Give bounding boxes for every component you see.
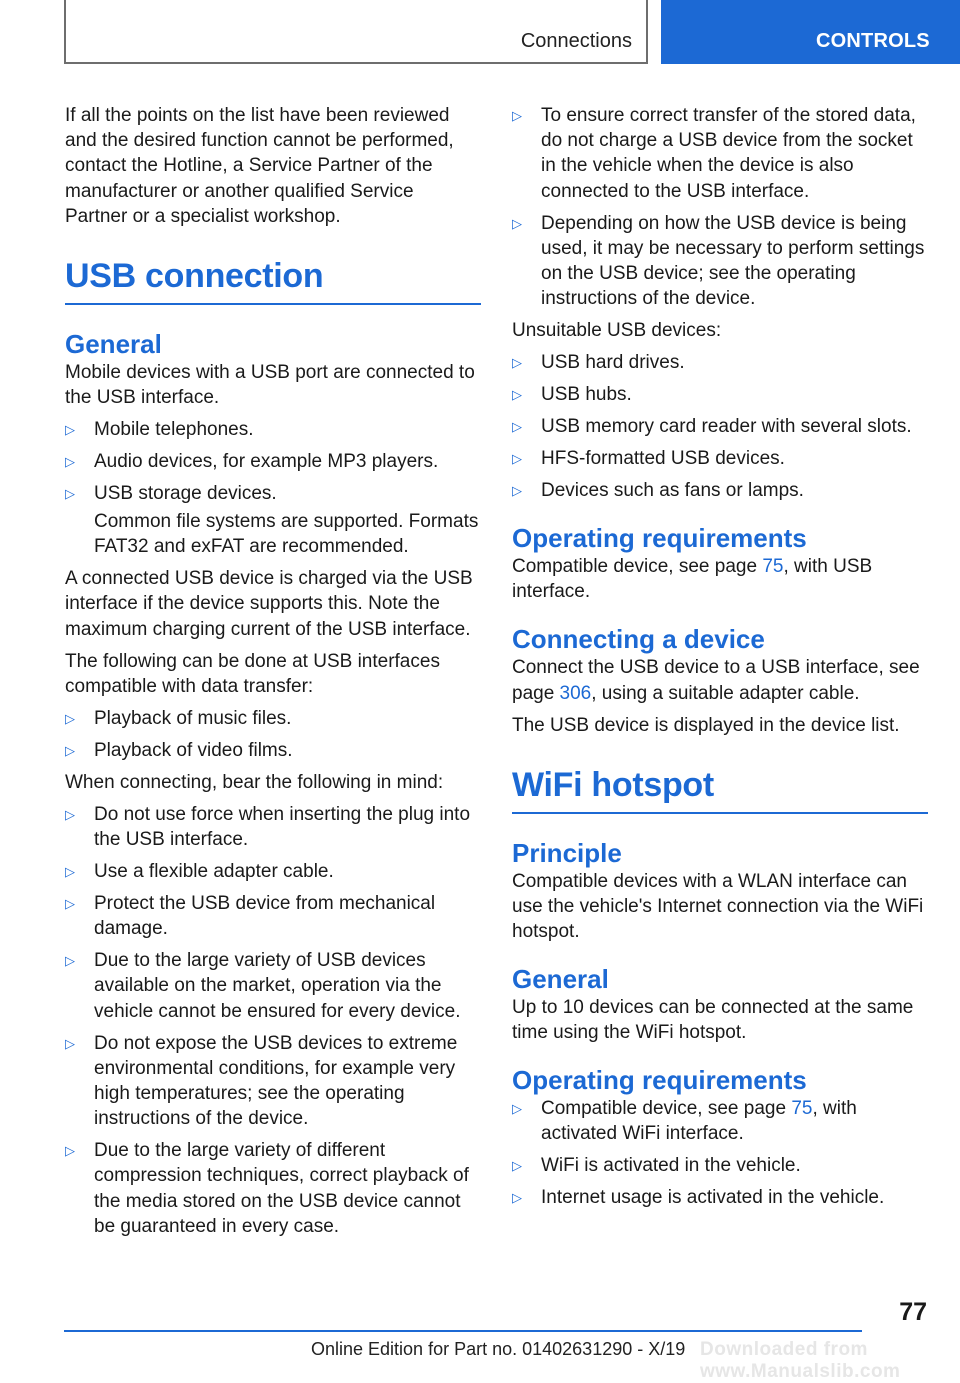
bullet-triangle-icon: ▷	[65, 806, 75, 822]
list-item: ▷ USB storage devices.	[65, 481, 481, 506]
principle-paragraph: Compatible devices with a WLAN interface can use the vehicle's Internet connection via the WiFi hotspot.	[512, 870, 924, 943]
usb-connection-heading: USB connection	[65, 236, 481, 305]
bullet-triangle-icon: ▷	[65, 742, 75, 758]
footer-divider	[64, 1330, 862, 1332]
device-list-paragraph: The USB device is displayed in the device list.	[512, 714, 900, 736]
page-number: 77	[899, 1298, 927, 1326]
general-paragraph: Mobile devices with a USB port are connected to the USB interface.	[65, 361, 475, 409]
page-link[interactable]: 75	[791, 1098, 813, 1120]
bullet-triangle-icon: ▷	[65, 953, 75, 969]
list-item: ▷ Compatible device, see page 75, with activated WiFi interface.	[512, 1098, 857, 1145]
list-item: ▷ USB hubs.	[512, 382, 928, 407]
unsuitable-devices-label: Unsuitable USB devices:	[512, 320, 722, 342]
list-item: ▷ Use a flexible adapter cable.	[65, 859, 481, 884]
general-heading: General	[65, 328, 162, 359]
list-item: ▷ Depending on how the USB device is being used, it may be necessary to perform settings on the USB device; see the operating instructions of the device.	[512, 212, 925, 310]
file-systems-note: Common file systems are supported. Formats FAT32 and exFAT are recommended.	[94, 511, 479, 558]
bullet-triangle-icon: ▷	[65, 1143, 75, 1159]
watermark: Downloaded from www.Manualslib.com	[700, 1339, 901, 1382]
wifi-general-paragraph: Up to 10 devices can be connected at the same time using the WiFi hotspot.	[512, 997, 914, 1044]
connecting-device-heading: Connecting a device	[512, 624, 765, 655]
right-column	[512, 103, 928, 1217]
bullet-triangle-icon: ▷	[65, 864, 75, 880]
bullet-triangle-icon: ▷	[512, 419, 522, 435]
header-section-title: Connections	[520, 30, 632, 52]
header-chapter-tab[interactable]	[661, 0, 960, 64]
bullet-triangle-icon: ▷	[65, 454, 75, 470]
page-link[interactable]: 75	[762, 556, 784, 578]
list-item: ▷ USB hard drives.	[512, 350, 928, 375]
list-item: ▷ USB memory card reader with several slots.	[512, 414, 928, 439]
list-item: ▷ Playback of music files.	[65, 706, 481, 731]
bullet-triangle-icon: ▷	[512, 108, 522, 123]
list-item: ▷ Mobile telephones.	[65, 417, 481, 442]
list-item: ▷ Protect the USB device from mechanical damage.	[65, 893, 436, 940]
bullet-triangle-icon: ▷	[65, 422, 75, 438]
list-item: ▷ WiFi is activated in the vehicle.	[512, 1153, 928, 1178]
list-item: ▷ Audio devices, for example MP3 players.	[65, 449, 481, 474]
wifi-hotspot-heading: WiFi hotspot	[512, 745, 928, 814]
connecting-device-paragraph: Connect the USB device to a USB interface, see page 306, using a suitable adapter cable.	[512, 657, 920, 704]
data-transfer-paragraph: The following can be done at USB interfaces compatible with data transfer:	[65, 650, 440, 697]
list-item: ▷ Do not use force when inserting the plug into the USB interface.	[65, 803, 471, 851]
bullet-triangle-icon: ▷	[512, 215, 522, 231]
bullet-triangle-icon: ▷	[65, 896, 75, 912]
list-item: ▷ To ensure correct transfer of the stored data, do not charge a USB device from the socket in the vehicle when the device is also connected to the USB interface.	[512, 105, 916, 202]
footer-edition: Online Edition for Part no. 01402631290 - X/19	[311, 1339, 686, 1359]
list-item: ▷ Devices such as fans or lamps.	[512, 478, 928, 503]
list-item: ▷ Do not expose the USB devices to extreme environmental conditions, for example very high temperatures; see the operating instructions of the device.	[65, 1032, 458, 1130]
list-item: ▷ Playback of video films.	[65, 738, 481, 763]
charging-paragraph: A connected USB device is charged via the USB interface if the device supports this. Note the maximum charging current of the USB interface.	[65, 568, 473, 640]
header-section-box	[64, 0, 648, 64]
bear-in-mind-paragraph: When connecting, bear the following in mind:	[65, 771, 444, 793]
bullet-triangle-icon: ▷	[65, 486, 75, 502]
list-item: ▷ Due to the large variety of USB devices available on the market, operation via the vehicle cannot be ensured for every device.	[65, 950, 461, 1022]
principle-heading: Principle	[512, 837, 622, 868]
bullet-triangle-icon: ▷	[512, 1158, 522, 1174]
list-item: ▷ Internet usage is activated in the vehicle.	[512, 1185, 928, 1210]
bullet-triangle-icon: ▷	[512, 483, 522, 499]
list-item: ▷ Due to the large variety of different compression techniques, correct playback of the media stored on the USB device cannot be guaranteed in every case.	[65, 1140, 469, 1237]
bullet-triangle-icon: ▷	[65, 1035, 75, 1051]
wifi-operating-requirements-heading: Operating requirements	[512, 1065, 807, 1096]
bullet-triangle-icon: ▷	[512, 451, 522, 467]
list-item: ▷ HFS-formatted USB devices.	[512, 446, 928, 471]
left-column	[65, 103, 481, 1246]
bullet-triangle-icon: ▷	[512, 387, 522, 403]
bullet-triangle-icon: ▷	[65, 710, 75, 726]
bullet-triangle-icon: ▷	[512, 1101, 522, 1117]
page-link[interactable]: 306	[559, 682, 592, 704]
operating-requirements-heading: Operating requirements	[512, 523, 807, 554]
wifi-general-heading: General	[512, 964, 609, 995]
header-chapter-label: CONTROLS	[816, 30, 930, 52]
intro-paragraph: If all the points on the list have been reviewed and the desired function cannot be performed, contact the Hotline, a Service Partner of the manufacturer or another qualified Service Partner or a specialist workshop.	[65, 105, 454, 227]
operating-requirements-paragraph: Compatible device, see page 75, with USB interface.	[512, 556, 873, 603]
bullet-triangle-icon: ▷	[512, 355, 522, 371]
bullet-triangle-icon: ▷	[512, 1190, 522, 1206]
